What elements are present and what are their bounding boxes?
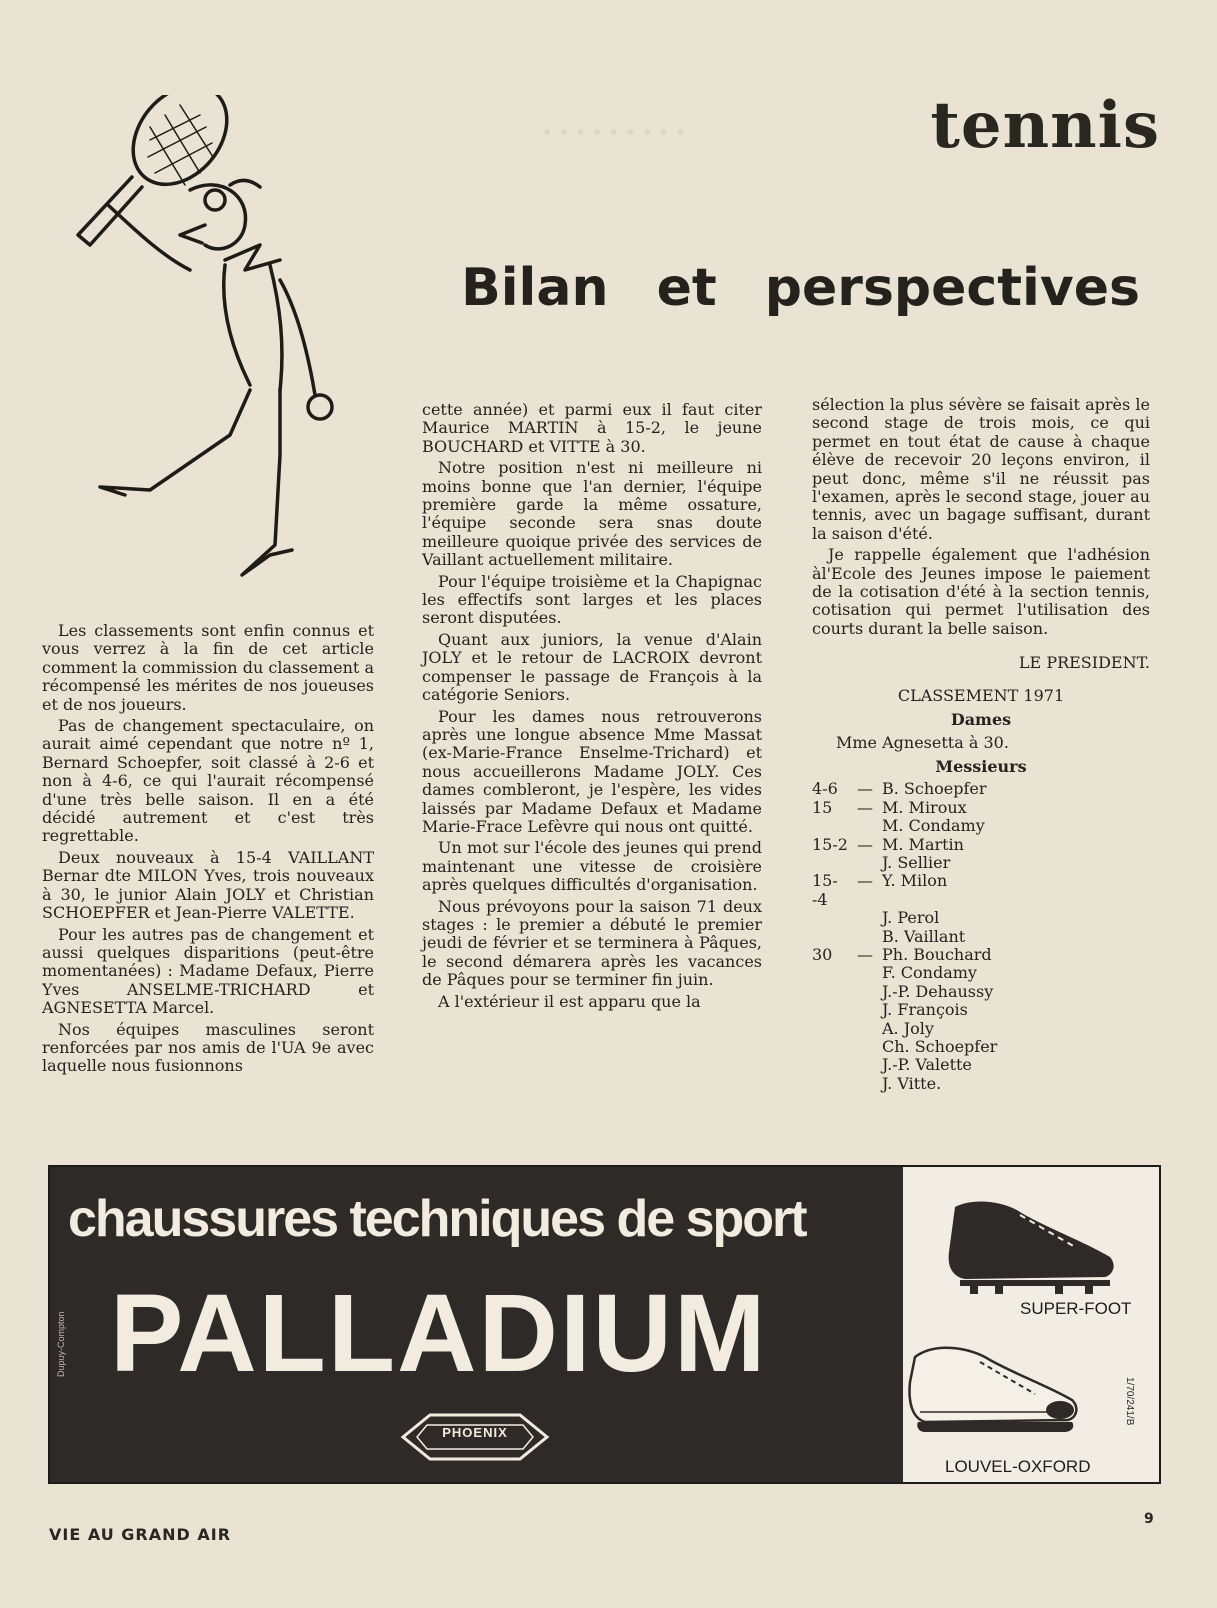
ranking-dash xyxy=(848,1056,882,1074)
ranking-grade: 15--4 xyxy=(812,871,838,909)
ranking-row xyxy=(812,872,997,909)
nose xyxy=(180,225,205,243)
ranking-row xyxy=(812,1075,997,1093)
ranking-name: F. Condamy xyxy=(882,963,977,983)
ranking-name: Ph. Bouchard xyxy=(882,944,992,964)
ranking-grade: 15-2 xyxy=(812,834,848,854)
ranking-name: M. Miroux xyxy=(882,797,967,817)
paragraph: Pour l'équipe troisième et la Chapignac les effectifs sont larges et les places seront disputées. xyxy=(422,571,762,628)
messieurs-heading: Messieurs xyxy=(935,756,1027,776)
ranking-grade xyxy=(812,983,848,1001)
ranking-row xyxy=(812,946,997,964)
right-leg xyxy=(242,390,292,575)
ball xyxy=(308,395,332,419)
ranking-dash xyxy=(848,1001,882,1019)
ranking-dash xyxy=(848,1075,882,1093)
ranking-name: Ch. Schoepfer xyxy=(882,1037,998,1056)
ad-dark-panel xyxy=(50,1167,903,1482)
eye xyxy=(205,190,225,210)
ranking-grade xyxy=(812,909,848,927)
ranking-grade: 15 xyxy=(812,797,833,817)
paragraph: Je rappelle également que l'adhésion àl'Ecole des Jeunes impose le paiement de la cotisation d'été à la section tennis, cotisation qui permet l'utilisation des courts durant la belle saison. xyxy=(812,545,1150,638)
ad-tagline: chaussures techniques de sport xyxy=(68,1190,806,1248)
ranking-name: M. Martin xyxy=(882,834,964,854)
ranking-grade xyxy=(812,817,848,835)
shoe-label-louvel-oxford: LOUVEL-OXFORD xyxy=(945,1457,1091,1476)
ranking-name: J. Perol xyxy=(882,908,940,928)
ranking-row xyxy=(812,854,997,872)
signature: LE PRESIDENT. xyxy=(1018,653,1150,673)
ranking-row xyxy=(812,780,997,798)
ranking-grade xyxy=(812,1056,848,1074)
ranking-row xyxy=(812,1038,997,1056)
ranking-dash xyxy=(848,1038,882,1056)
ranking-name: J. François xyxy=(882,1000,968,1020)
article-column-2 xyxy=(422,401,762,1011)
paragraph: Nous prévoyons pour la saison 71 deux stages : le premier a débuté le premier jeudi de février et se terminera à Pâques, le second démarera après les vacances de Pâques pour se terminer fin juin. xyxy=(422,896,762,990)
ranking-row xyxy=(812,964,997,982)
publication-name: VIE AU GRAND AIR xyxy=(49,1525,232,1544)
faded-background-lettering: ········· xyxy=(540,105,690,159)
paragraph: Pour les autres pas de changement et aussi quelques disparitions (peut-être momentanées) : Madame Defaux, Pierre Yves ANSELME-TRICHARD et AGNESETTA Marcel. xyxy=(42,924,374,1018)
ranking-name: B. Vaillant xyxy=(882,926,966,946)
ranking-name: J.-P. Dehaussy xyxy=(882,981,994,1001)
ranking-row xyxy=(812,799,997,817)
ranking-row xyxy=(812,983,997,1001)
ranking-row xyxy=(812,1056,997,1074)
left-leg xyxy=(100,390,250,495)
paragraph: cette année) et parmi eux il faut citer Maurice MARTIN à 15-2, le jeune BOUCHARD et VITTE à 30. xyxy=(422,400,762,456)
ranking-grade xyxy=(812,964,848,982)
racket-strings xyxy=(148,105,213,185)
paragraph: Quant aux juniors, la venue d'Alain JOLY et le retour de LACROIX devront compenser le passage de François à la catégorie Seniors. xyxy=(422,629,762,705)
ranking-dash xyxy=(848,817,882,835)
ranking-dash xyxy=(848,983,882,1001)
ranking-dash: — xyxy=(857,834,873,854)
raised-arm xyxy=(108,205,190,270)
racket-handle xyxy=(78,177,142,245)
article-column-1 xyxy=(42,622,374,1076)
louvel-oxford-sneaker-icon xyxy=(900,1332,1090,1442)
ranking-title: CLASSEMENT 1971 xyxy=(897,685,1065,705)
hair xyxy=(230,180,260,187)
ranking-row xyxy=(812,817,997,835)
ranking-dash: — xyxy=(857,871,873,891)
ranking-dash xyxy=(848,928,882,946)
super-foot-boot-icon xyxy=(935,1187,1125,1297)
ranking-name: J.-P. Valette xyxy=(882,1055,972,1075)
paragraph: Un mot sur l'école des jeunes qui prend maintenant une vitesse de croisière après quelques difficultés d'organisation. xyxy=(422,838,762,895)
messieurs-ranking-table xyxy=(812,780,997,1093)
agency-credit: Dupuy-Compton xyxy=(56,1311,66,1377)
ranking-dash xyxy=(848,1020,882,1038)
logo-text: PHOENIX xyxy=(442,1425,508,1440)
ranking-name: A. Joly xyxy=(882,1018,934,1038)
ranking-name: B. Schoepfer xyxy=(882,779,987,799)
tennis-player-illustration xyxy=(30,95,360,595)
head-outline xyxy=(190,185,246,249)
ranking-grade xyxy=(812,1020,848,1038)
palladium-advertisement xyxy=(48,1165,1161,1484)
ranking-row xyxy=(812,1020,997,1038)
paragraph: A l'extérieur il est apparu que la xyxy=(438,991,701,1011)
paragraph: Nos équipes masculines seront renforcées par nos amis de l'UA 9e avec laquelle nous fusionnons xyxy=(42,1019,374,1076)
ranking-dash: — xyxy=(857,797,873,817)
ranking-dash: — xyxy=(857,944,873,964)
ranking-grade xyxy=(812,854,848,872)
page-number: 9 xyxy=(1144,1511,1154,1527)
ranking-name: J. Sellier xyxy=(882,852,951,872)
ranking-grade: 30 xyxy=(812,944,833,964)
page-headline: Bilan et perspectives xyxy=(461,258,1140,318)
paragraph: sélection la plus sévère se faisait après le second stage de trois mois, ce qui permet en tout état de cause à chaque élève de recevoir 20 leçons environ, il peut donc, même s'il ne réussit pas l'examen, après le second stage, jouer au tennis, avec un bagage suffisant, durant la saison d'été. xyxy=(812,395,1150,543)
paragraph: Pas de changement spectaculaire, on aurait aimé cependant que notre nº 1, Bernard Schoepfer, soit classé à 2-6 et non à 4-6, ce qui l'aurait récompensé d'une très belle saison. Il en a été décidé autrement et c'est très regrettable. xyxy=(42,716,374,846)
ranking-row xyxy=(812,836,997,854)
ad-reference-number: 1/70/241/B xyxy=(1124,1377,1135,1426)
section-title: tennis xyxy=(930,88,1160,163)
paragraph: Deux nouveaux à 15-4 VAILLANT Bernar dte MILON Yves, trois nouveaux à 30, le junior Alain JOLY et Christian SCHOEPFER et Jean-Pierre VALETTE. xyxy=(42,847,374,923)
paragraph: Notre position n'est ni meilleure ni moins bonne que l'an dernier, l'équipe première garde la même ossature, l'équipe seconde sera snas doute meilleure quoique privée des services de Vaillant actuellement militaire. xyxy=(422,458,762,570)
ad-brand-name: PALLADIUM xyxy=(110,1272,768,1395)
ranking-name: J. Vitte. xyxy=(882,1073,942,1093)
ranking-dash xyxy=(848,909,882,927)
shoe-label-super-foot: SUPER-FOOT xyxy=(1020,1299,1132,1318)
lower-arm xyxy=(280,280,315,395)
dames-heading: Dames xyxy=(950,710,1012,730)
ranking-name: M. Condamy xyxy=(882,816,985,836)
ranking-row xyxy=(812,1001,997,1019)
ranking-dash xyxy=(848,854,882,872)
ranking-name: Y. Milon xyxy=(882,871,948,891)
ranking-dash xyxy=(848,964,882,982)
ranking-grade xyxy=(812,1038,848,1056)
ranking-dash: — xyxy=(857,779,873,799)
article-column-3 xyxy=(812,396,1150,1093)
torso xyxy=(224,265,282,390)
ranking-grade xyxy=(812,1075,848,1093)
ranking-grade: 4-6 xyxy=(812,779,838,799)
paragraph: Pour les dames nous retrouverons après une longue absence Mme Massat (ex-Marie-France Enselme-Trichard) et nous accueillerons Madame JOLY. Ces dames combleront, je l'espère, les vides laissés par Madame Defaux et Madame Marie-Frace Lefèvre qui nous ont quitté. xyxy=(422,706,762,836)
ranking-row xyxy=(812,928,997,946)
ranking-row xyxy=(812,909,997,927)
paragraph: Les classements sont enfin connus et vous verrez à la fin de cet article comment la commission du classement a récompensé les mérites de nos joueuses et de nos joueurs. xyxy=(42,621,374,714)
dames-entry: Mme Agnesetta à 30. xyxy=(836,732,1009,752)
ranking-grade xyxy=(812,1001,848,1019)
ranking-grade xyxy=(812,928,848,946)
